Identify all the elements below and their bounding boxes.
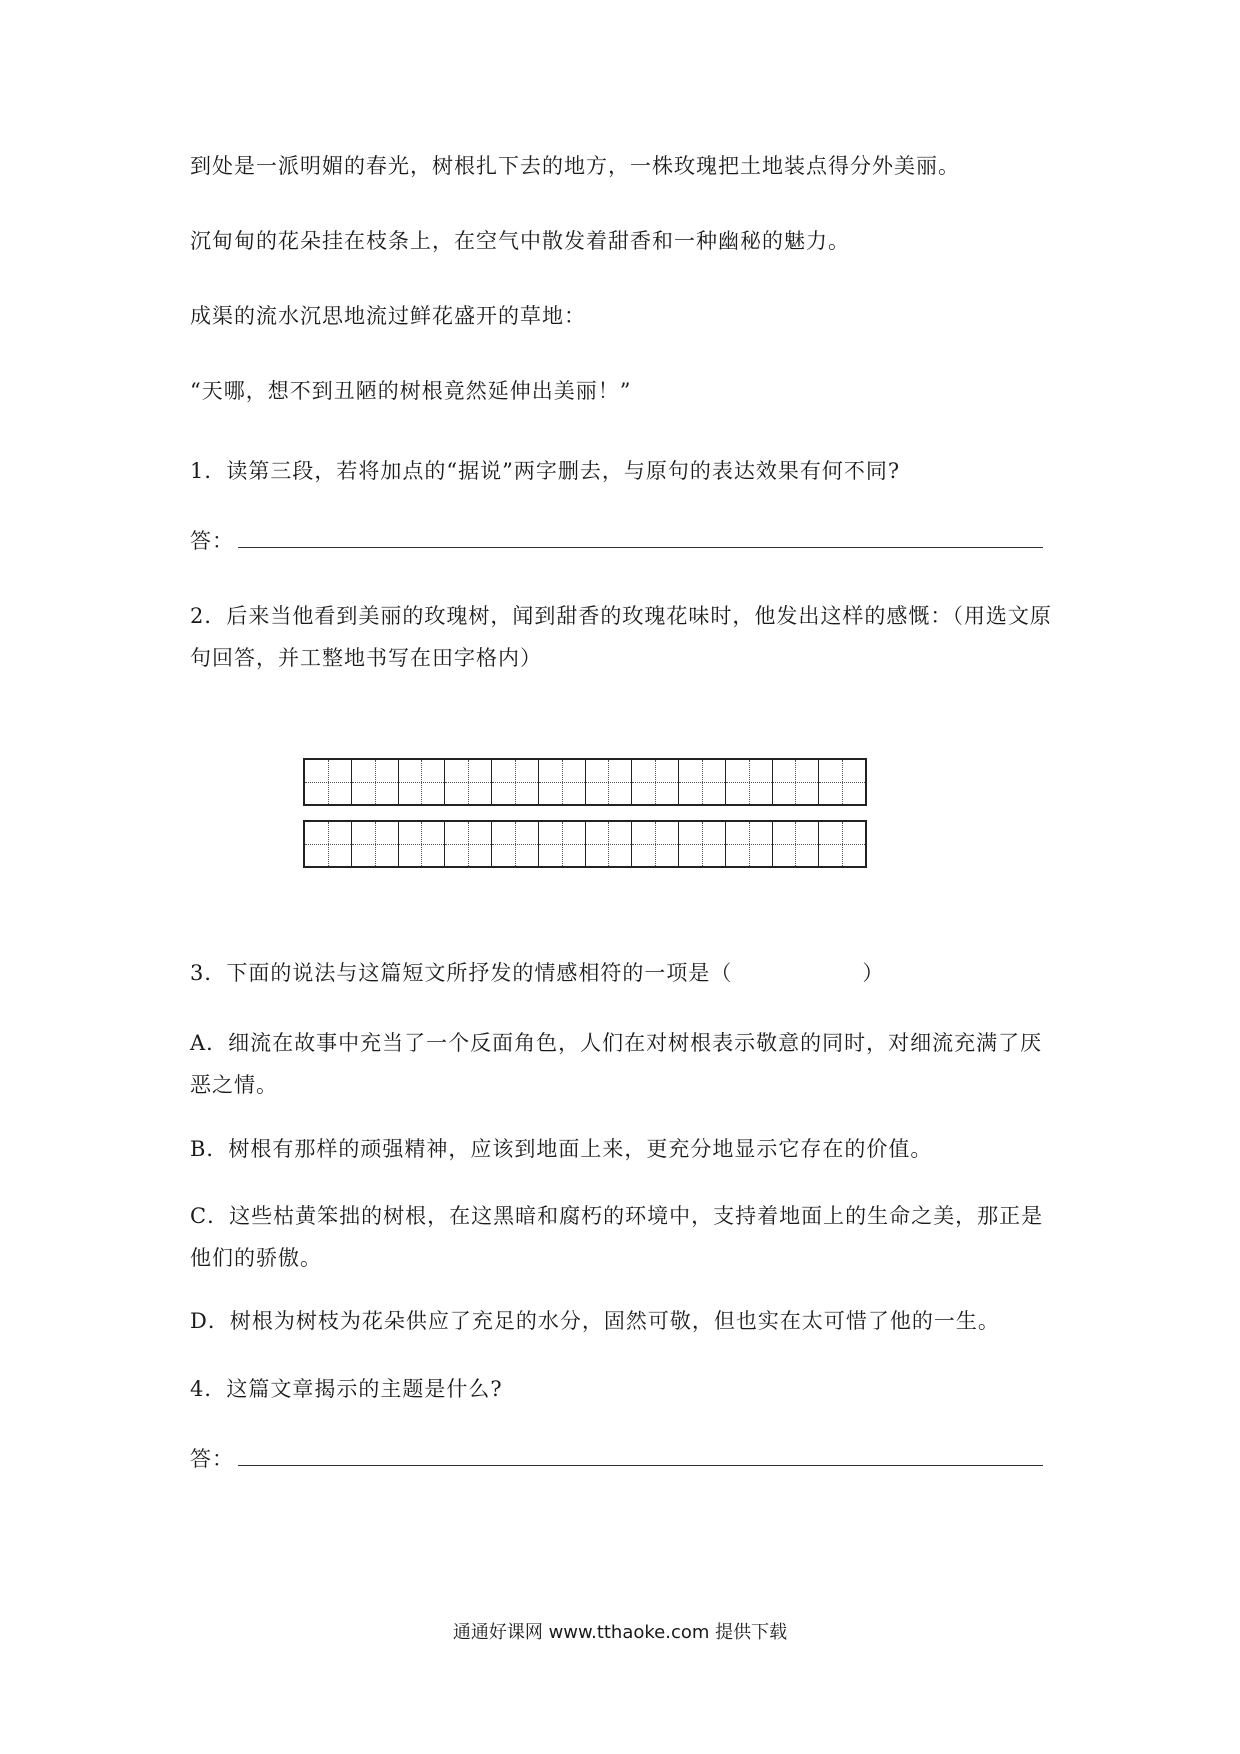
answer-row-4 bbox=[190, 1438, 1043, 1480]
tianzige-cell[interactable] bbox=[539, 760, 586, 804]
tianzige-cell[interactable] bbox=[773, 822, 820, 866]
question-3 bbox=[190, 952, 884, 994]
tianzige-row-1[interactable] bbox=[303, 758, 867, 806]
tianzige-cell[interactable] bbox=[352, 760, 399, 804]
tianzige-cell[interactable] bbox=[305, 822, 352, 866]
answer-label-1: 答： bbox=[190, 529, 234, 553]
question-2: 2．后来当他看到美丽的玫瑰树，闻到甜香的玫瑰花味时，他发出这样的感慨：（用选文原句回答，并工整地书写在田字格内） bbox=[190, 604, 1052, 670]
option-a: A．细流在故事中充当了一个反面角色，人们在对树根表示敬意的同时，对细流充满了厌恶之情。 bbox=[190, 1031, 1043, 1097]
passage-paragraph-2: 沉甸甸的花朵挂在枝条上，在空气中散发着甜香和一种幽秘的魅力。 bbox=[190, 229, 850, 253]
tianzige-cell[interactable] bbox=[305, 760, 352, 804]
tianzige-cell[interactable] bbox=[632, 822, 679, 866]
tianzige-cell[interactable] bbox=[632, 760, 679, 804]
tianzige-cell[interactable] bbox=[586, 822, 633, 866]
question-1: 1．读第三段，若将加点的“据说”两字删去，与原句的表达效果有何不同? bbox=[190, 459, 901, 483]
option-b: B．树根有那样的顽强精神，应该到地面上来，更充分地显示它存在的价值。 bbox=[190, 1137, 933, 1161]
answer-label-4: 答： bbox=[190, 1447, 234, 1471]
tianzige-cell[interactable] bbox=[492, 822, 539, 866]
tianzige-cell[interactable] bbox=[492, 760, 539, 804]
question-4: 4．这篇文章揭示的主题是什么? bbox=[190, 1377, 503, 1401]
passage-paragraph-1: 到处是一派明媚的春光，树根扎下去的地方，一株玫瑰把土地装点得分外美丽。 bbox=[190, 154, 960, 178]
question-3-close-paren: ） bbox=[862, 961, 885, 985]
answer-blank-1[interactable] bbox=[238, 527, 1043, 548]
tianzige-cell[interactable] bbox=[726, 760, 773, 804]
tianzige-cell[interactable] bbox=[679, 760, 726, 804]
answer-blank-4[interactable] bbox=[238, 1445, 1043, 1466]
passage-paragraph-3: 成渠的流水沉思地流过鲜花盛开的草地： bbox=[190, 304, 586, 328]
tianzige-cell[interactable] bbox=[586, 760, 633, 804]
tianzige-cell[interactable] bbox=[679, 822, 726, 866]
tianzige-cell[interactable] bbox=[726, 822, 773, 866]
tianzige-cell[interactable] bbox=[539, 822, 586, 866]
tianzige-cell[interactable] bbox=[445, 822, 492, 866]
tianzige-cell[interactable] bbox=[773, 760, 820, 804]
tianzige-cell[interactable] bbox=[399, 760, 446, 804]
passage-paragraph-4: “天哪，想不到丑陋的树根竟然延伸出美丽！” bbox=[190, 379, 632, 403]
tianzige-row-2[interactable] bbox=[303, 820, 867, 868]
tianzige-cell[interactable] bbox=[352, 822, 399, 866]
footer-credit: 通通好课网 www.tthaoke.com 提供下载 bbox=[452, 1622, 788, 1643]
answer-row-1 bbox=[190, 520, 1043, 562]
tianzige-cell[interactable] bbox=[819, 822, 865, 866]
option-d: D．树根为树枝为花朵供应了充足的水分，固然可敬，但也实在太可惜了他的一生。 bbox=[190, 1309, 1000, 1333]
tianzige-cell[interactable] bbox=[399, 822, 446, 866]
option-c: C．这些枯黄笨拙的树根，在这黑暗和腐朽的环境中，支持着地面上的生命之美，那正是他们的骄傲。 bbox=[190, 1204, 1044, 1270]
question-3-text: 3．下面的说法与这篇短文所抒发的情感相符的一项是（ bbox=[190, 961, 733, 985]
tianzige-cell[interactable] bbox=[445, 760, 492, 804]
tianzige-cell[interactable] bbox=[819, 760, 865, 804]
